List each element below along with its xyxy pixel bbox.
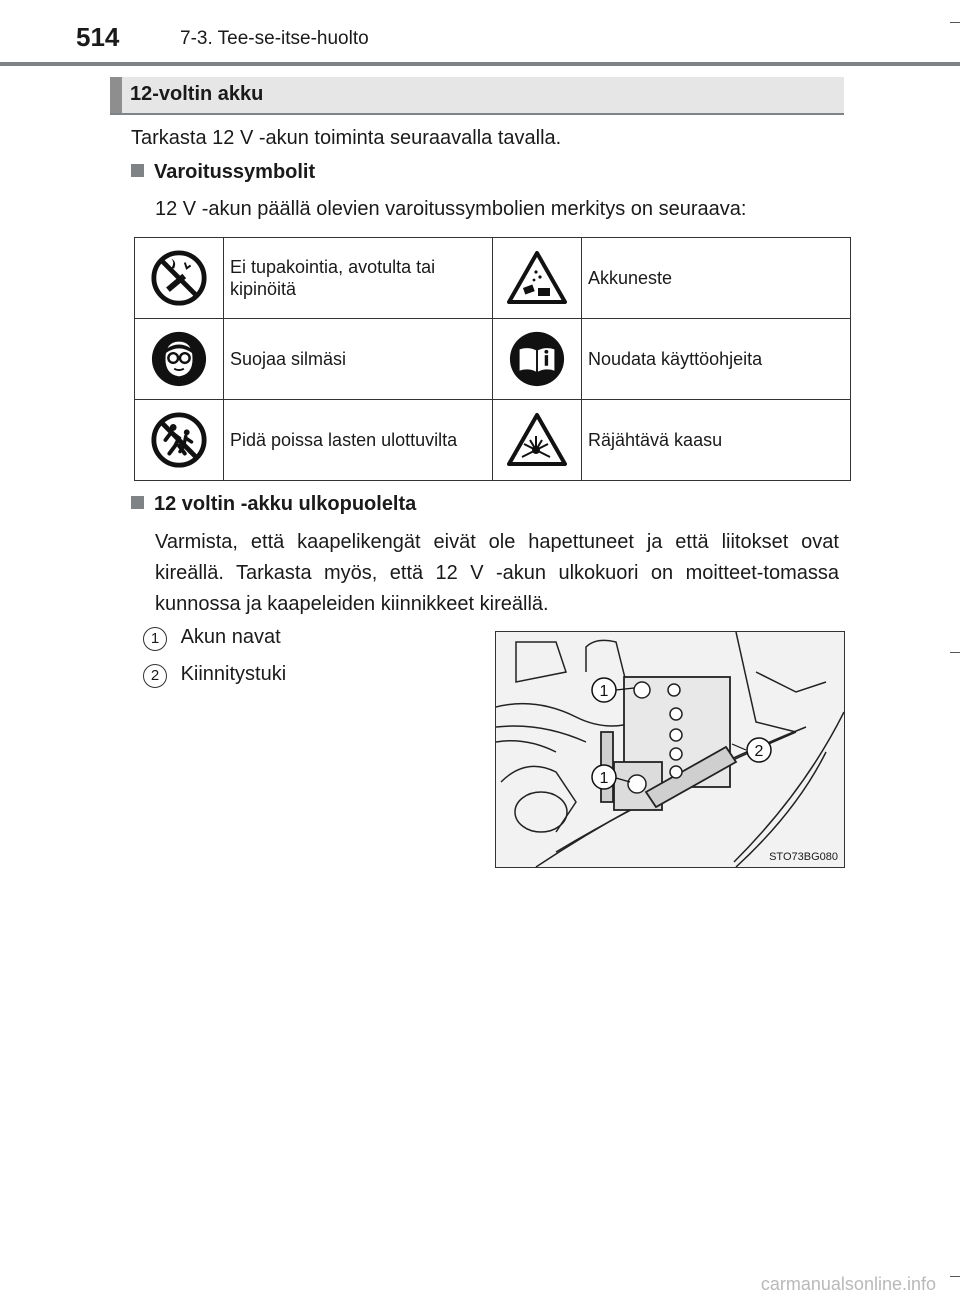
list-item-label: Akun navat [180,626,281,648]
warning-symbols-description: 12 V -akun päällä olevien varoitussymbolien merkitys on seuraava: [155,198,747,220]
battery-acid-warning-icon [493,238,582,319]
bullet-square-icon [131,164,144,177]
figure-callout: 1 [599,770,609,787]
warning-symbols-heading: Varoitussymbolit [131,161,315,184]
crop-mark [950,1276,960,1277]
header-rule [0,62,960,66]
figure-callout: 2 [754,743,764,760]
eye-protection-icon [135,319,224,400]
table-row [135,319,851,400]
figure-code: STO73BG080 [769,851,838,863]
battery-illustration [495,631,845,868]
callout-number: 2 [143,664,167,688]
read-manual-icon [493,319,582,400]
no-smoking-icon [135,238,224,319]
keep-away-children-icon [135,400,224,481]
section-header [110,77,844,115]
figure-callout: 1 [599,683,609,700]
page-number: 514 [76,22,120,52]
symbol-label: Akkuneste [582,238,851,319]
list-item-label: Kiinnitystuki [180,663,287,685]
intro-text: Tarkasta 12 V -akun toiminta seuraavalla tavalla. [131,127,562,149]
section-title: 12-voltin akku [130,83,264,105]
exterior-heading: 12 voltin -akku ulkopuolelta [131,493,416,516]
callout-number: 1 [143,627,167,651]
symbol-label: Ei tupakointia, avotulta tai kipinöitä [224,238,493,319]
exterior-text: Varmista, että kaapelikengät eivät ole hapettuneet ja että liitokset ovat kireällä. Tarkasta myös, että 12 V -akun ulkokuori on moitteet-tomassa kunnossa ja kaapeleiden kiinnikkeet kireällä. [155,531,839,615]
list-item [143,659,286,690]
crop-mark [950,22,960,23]
symbol-label: Suojaa silmäsi [224,319,493,400]
list-item [143,622,281,653]
watermark[interactable]: carmanualsonline.info [760,1274,936,1294]
symbol-label: Pidä poissa lasten ulottuvilta [224,400,493,481]
table-row [135,238,851,319]
explosive-gas-warning-icon [493,400,582,481]
engine-bay-drawing [496,632,844,867]
chapter-title: 7-3. Tee-se-itse-huolto [180,28,369,49]
section-marker [110,77,122,113]
symbol-label: Noudata käyttöohjeita [582,319,851,400]
symbol-label: Räjähtävä kaasu [582,400,851,481]
warning-symbols-table [134,237,851,481]
bullet-square-icon [131,496,144,509]
table-row [135,400,851,481]
crop-mark [950,652,960,653]
